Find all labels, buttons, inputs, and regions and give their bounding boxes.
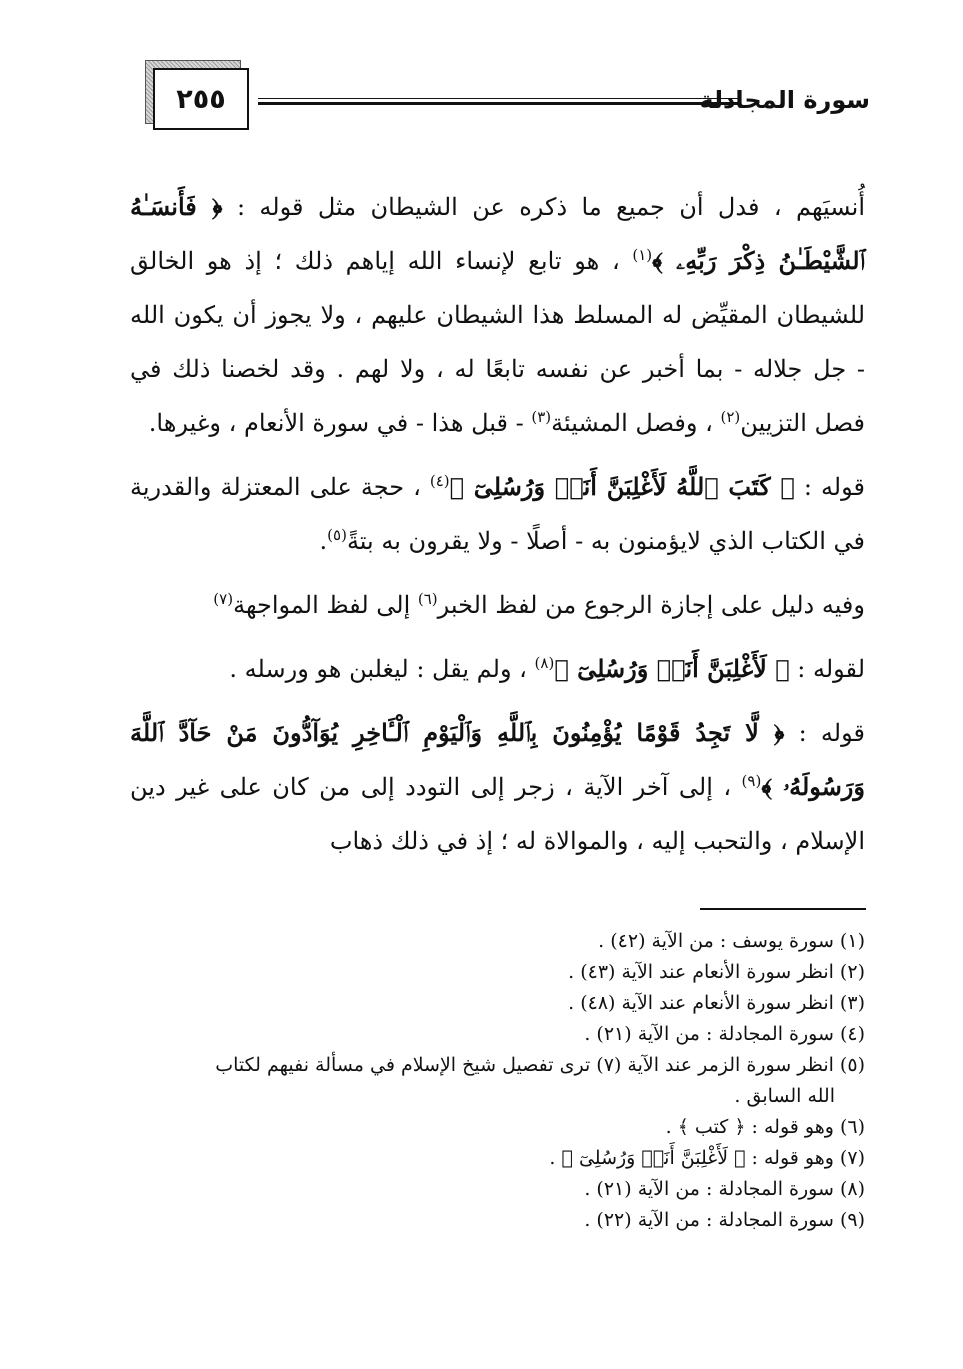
text-run: إلى لفظ المواجهة: [233, 591, 418, 619]
footnote-5: (٥) انظر سورة الزمر عند الآية (٧) ترى تفصيل شيخ الإسلام في مسألة نفيهم لكتاب: [215, 1054, 865, 1076]
quran-verse: ﴿ فَأَنسَـٰهُ ٱلشَّيْطَـٰنُ ذِكْرَ رَبِّهِۦ ﴾: [130, 192, 865, 275]
page-number-box: [145, 60, 249, 130]
footnote-separator: [700, 908, 866, 910]
text-run: وفيه دليل على إجازة الرجوع من لفظ الخبر: [437, 591, 865, 619]
text-run: ، ولم يقل : ليغلبن هو ورسله .: [229, 655, 535, 683]
page-number: ٢٥٥: [153, 68, 249, 130]
paragraph-2: [130, 460, 865, 568]
quran-verse: ﴿ لَأَغْلِبَنَّ أَنَا۠ وَرُسُلِىٓ ﴾: [554, 654, 790, 683]
footnote-ref[interactable]: (٧): [213, 590, 234, 608]
footnotes: [130, 926, 865, 1236]
quran-verse: ﴿ لَّا تَجِدُ قَوْمًا يُؤْمِنُونَ بِٱللَّهِ وَٱلْيَوْمِ ٱلْـَٔاخِرِ يُوَآدُّونَ مَنْ حَآدَّ ٱللَّهَ وَرَسُولَهُۥ ﴾: [130, 718, 865, 801]
footnote-2: (٢) انظر سورة الأنعام عند الآية (٤٣) .: [568, 961, 865, 983]
paragraph-3: [130, 578, 865, 632]
text-run: قوله :: [794, 473, 865, 501]
footnote-8: (٨) سورة المجادلة : من الآية (٢١) .: [584, 1178, 865, 1200]
footnote-ref[interactable]: (٥): [327, 526, 347, 544]
paragraph-5: [130, 706, 865, 868]
footnote-ref[interactable]: (٣): [531, 408, 552, 426]
main-text: [130, 180, 865, 878]
paragraph-1: [130, 180, 865, 450]
text-run: ، حجة على المعتزلة والقدرية في الكتاب الذي لايؤمنون به - أصلًا - ولا يقرون به بتةً: [130, 473, 865, 555]
text-run: - قبل هذا - في سورة الأنعام ، وغيرها.: [148, 409, 532, 437]
footnote-ref[interactable]: (٤): [429, 472, 450, 490]
footnote-ref[interactable]: (٢): [720, 408, 741, 426]
footnote-7: (٧) وهو قوله : ﴿ لَأَغْلِبَنَّ أَنَا۠ وَرُسُلِىٓ ﴾ .: [549, 1147, 865, 1169]
footnote-6: (٦) وهو قوله : ﴿ كتب ﴾ .: [665, 1116, 865, 1138]
footnote-4: (٤) سورة المجادلة : من الآية (٢١) .: [584, 1023, 865, 1045]
text-run: .: [319, 527, 328, 555]
text-run: قوله :: [784, 719, 865, 747]
text-run: ، هو تابع لإنساء الله إياهم ذلك ؛ إذ هو الخالق للشيطان المقيِّض له المسلط هذا الشيطان عليهم ، ولا يجوز أن يكون الله - جل جلاله - بما أخبر عن نفسه تابعًا له ، ولا لهم . وقد لخصنا ذلك في فصل التزيين: [130, 247, 865, 437]
footnote-1: (١) سورة يوسف : من الآية (٤٢) .: [598, 930, 865, 952]
footnote-5-continuation: الله السابق .: [734, 1085, 835, 1107]
footnote-ref[interactable]: (٨): [534, 654, 555, 672]
footnote-9: (٩) سورة المجادلة : من الآية (٢٢) .: [584, 1209, 865, 1231]
footnote-3: (٣) انظر سورة الأنعام عند الآية (٤٨) .: [568, 992, 865, 1014]
page-header: [130, 58, 870, 138]
footnote-ref[interactable]: (٩): [741, 772, 762, 790]
text-run: أُنسيَهم ، فدل أن جميع ما ذكره عن الشيطان مثل قوله :: [222, 193, 866, 221]
footnote-ref[interactable]: (٦): [417, 590, 438, 608]
text-run: ، إلى آخر الآية ، زجر إلى التودد إلى من كان على غير دين الإسلام ، والتحبب إليه ، والموالاة له ؛ إذ في ذلك ذهاب: [130, 773, 865, 855]
text-run: ، وفصل المشيئة: [551, 409, 721, 437]
text-run: لقوله :: [789, 655, 865, 683]
quran-verse: ﴿ كَتَبَ ٱللَّهُ لَأَغْلِبَنَّ أَنَا۠ وَرُسُلِىٓ ﴾: [449, 472, 795, 501]
paragraph-4: [130, 642, 865, 696]
header-rule: [258, 98, 740, 105]
surah-title: سورة المجادلة: [699, 86, 870, 114]
footnote-ref[interactable]: (١): [632, 246, 653, 264]
